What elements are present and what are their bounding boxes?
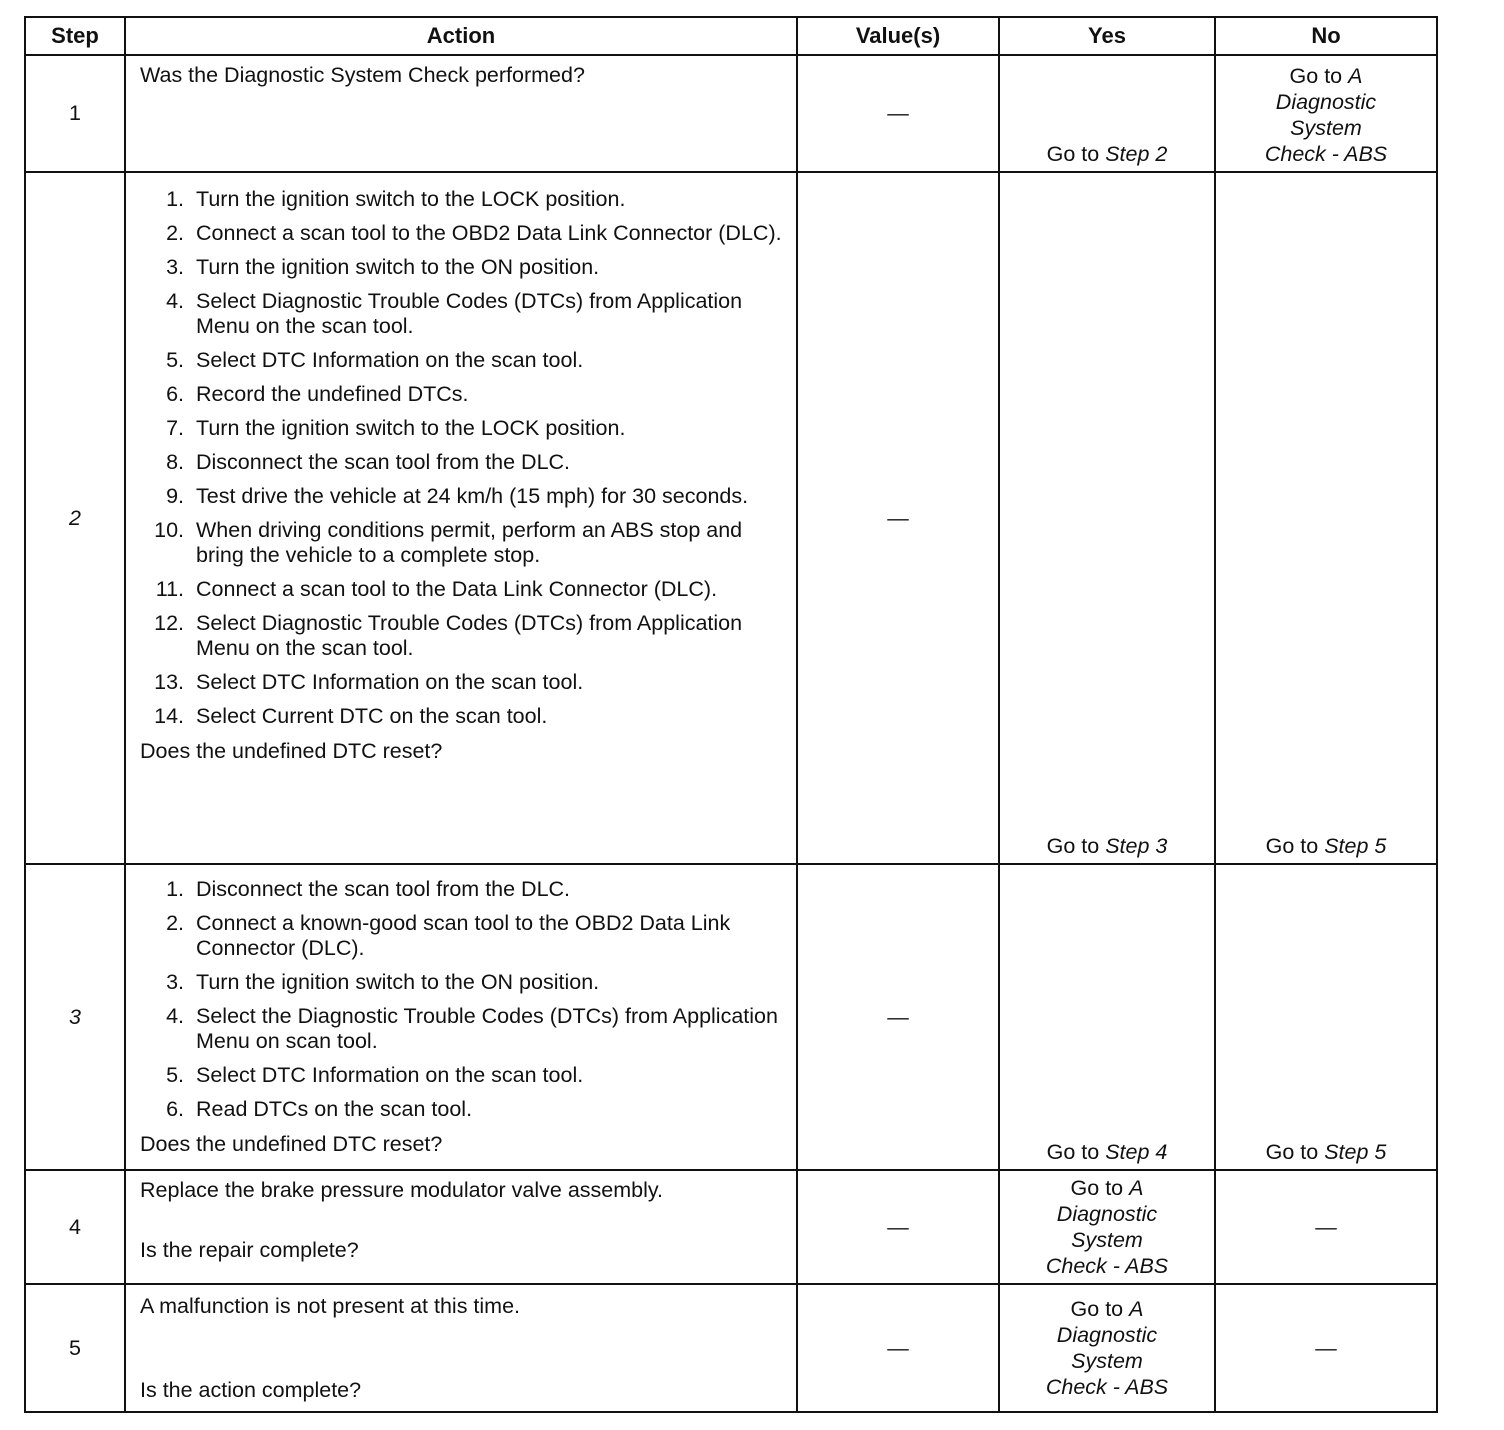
action-step-number: 2. bbox=[166, 221, 184, 245]
header-step: Step bbox=[25, 17, 125, 55]
action-cell bbox=[125, 864, 797, 1170]
goto-target-line: System bbox=[1071, 1349, 1143, 1373]
yes-cell bbox=[999, 1170, 1215, 1284]
step-number: 5 bbox=[25, 1284, 125, 1412]
action-step-number: 6. bbox=[166, 382, 184, 406]
action-step-item bbox=[140, 1063, 784, 1088]
action-step-item bbox=[140, 970, 784, 995]
action-step-text: Select Diagnostic Trouble Codes (DTCs) from Application Menu on the scan tool. bbox=[196, 289, 743, 338]
action-step-item bbox=[140, 911, 784, 961]
action-step-text: Connect a known-good scan tool to the OBD2 Data Link Connector (DLC). bbox=[196, 911, 731, 960]
action-step-text: Turn the ignition switch to the ON position. bbox=[196, 970, 600, 994]
action-question: Is the repair complete? bbox=[140, 1238, 359, 1262]
yes-cell bbox=[999, 172, 1215, 864]
goto-prefix: Go to bbox=[1289, 64, 1349, 88]
yes-goto bbox=[1000, 1175, 1214, 1279]
header-values: Value(s) bbox=[797, 17, 999, 55]
action-step-item bbox=[140, 187, 784, 212]
action-step-item bbox=[140, 221, 784, 246]
action-step-number: 9. bbox=[166, 484, 184, 508]
action-step-number: 8. bbox=[166, 450, 184, 474]
goto-prefix: Go to bbox=[1046, 1140, 1106, 1164]
action-step-text: Read DTCs on the scan tool. bbox=[196, 1097, 473, 1121]
action-step-text: Record the undefined DTCs. bbox=[196, 382, 469, 406]
no-cell bbox=[1215, 864, 1437, 1170]
action-step-number: 5. bbox=[166, 348, 184, 372]
value-cell: — bbox=[797, 1284, 999, 1412]
goto-target-line: Diagnostic bbox=[1056, 1202, 1158, 1226]
action-step-number: 1. bbox=[166, 877, 184, 901]
action-text: A malfunction is not present at this time. bbox=[140, 1294, 521, 1318]
goto-target: A bbox=[1348, 64, 1363, 88]
action-step-text: Select DTC Information on the scan tool. bbox=[196, 1063, 584, 1087]
action-step-text: Select DTC Information on the scan tool. bbox=[196, 670, 584, 694]
value-cell: — bbox=[797, 55, 999, 172]
action-step-number: 4. bbox=[166, 289, 184, 313]
action-step-text: Turn the ignition switch to the LOCK position. bbox=[196, 416, 626, 440]
table-row-step-5 bbox=[25, 1284, 1437, 1412]
goto-target: A bbox=[1129, 1297, 1144, 1321]
action-cell bbox=[125, 55, 797, 172]
goto-prefix: Go to bbox=[1265, 1140, 1325, 1164]
goto-target-line: Check - ABS bbox=[1045, 1375, 1169, 1399]
yes-cell bbox=[999, 1284, 1215, 1412]
step-number: 3 bbox=[25, 864, 125, 1170]
value-cell: — bbox=[797, 1170, 999, 1284]
goto-target: Step 3 bbox=[1105, 834, 1168, 858]
action-step-text: When driving conditions permit, perform an ABS stop and bring the vehicle to a complete stop. bbox=[196, 518, 743, 567]
action-question: Does the undefined DTC reset? bbox=[140, 739, 443, 763]
yes-goto bbox=[1000, 1139, 1214, 1165]
action-step-item bbox=[140, 450, 784, 475]
action-step-text: Connect a scan tool to the Data Link Connector (DLC). bbox=[196, 577, 718, 601]
goto-prefix: Go to bbox=[1070, 1176, 1130, 1200]
goto-target-line: System bbox=[1071, 1228, 1143, 1252]
action-step-item bbox=[140, 518, 784, 568]
action-cell bbox=[125, 1284, 797, 1412]
action-text: Replace the brake pressure modulator valve assembly. bbox=[140, 1178, 664, 1202]
action-step-item bbox=[140, 348, 784, 373]
goto-target: Step 5 bbox=[1324, 1140, 1387, 1164]
action-step-number: 6. bbox=[166, 1097, 184, 1121]
action-step-number: 13. bbox=[154, 670, 184, 694]
header-row bbox=[25, 17, 1437, 55]
step-number: 4 bbox=[25, 1170, 125, 1284]
action-step-item bbox=[140, 577, 784, 602]
action-step-item bbox=[140, 704, 784, 729]
action-step-number: 10. bbox=[154, 518, 184, 542]
goto-target: Step 5 bbox=[1324, 834, 1387, 858]
goto-target: Step 4 bbox=[1105, 1140, 1168, 1164]
table-row-step-1 bbox=[25, 55, 1437, 172]
action-step-item bbox=[140, 416, 784, 441]
action-step-number: 2. bbox=[166, 911, 184, 935]
action-step-text: Connect a scan tool to the OBD2 Data Link Connector (DLC). bbox=[196, 221, 782, 245]
action-step-item bbox=[140, 877, 784, 902]
action-step-item bbox=[140, 670, 784, 695]
yes-cell bbox=[999, 864, 1215, 1170]
yes-cell bbox=[999, 55, 1215, 172]
action-step-text: Select the Diagnostic Trouble Codes (DTCs) from Application Menu on scan tool. bbox=[196, 1004, 778, 1053]
action-step-text: Select DTC Information on the scan tool. bbox=[196, 348, 584, 372]
goto-prefix: Go to bbox=[1046, 142, 1106, 166]
action-step-text: Turn the ignition switch to the ON position. bbox=[196, 255, 600, 279]
goto-prefix: Go to bbox=[1046, 834, 1106, 858]
action-steps-list bbox=[140, 187, 784, 729]
table-row-step-4 bbox=[25, 1170, 1437, 1284]
goto-target-line: Diagnostic bbox=[1056, 1323, 1158, 1347]
action-step-text: Disconnect the scan tool from the DLC. bbox=[196, 877, 571, 901]
table-row-step-3 bbox=[25, 864, 1437, 1170]
no-goto bbox=[1216, 63, 1436, 167]
action-text: Was the Diagnostic System Check performed? bbox=[140, 63, 585, 87]
action-question: Does the undefined DTC reset? bbox=[140, 1132, 443, 1156]
action-step-item bbox=[140, 1004, 784, 1054]
goto-target-line: Check - ABS bbox=[1045, 1254, 1169, 1278]
yes-goto bbox=[1000, 1296, 1214, 1400]
goto-target-line: System bbox=[1290, 116, 1362, 140]
yes-goto bbox=[1000, 141, 1214, 167]
action-question: Is the action complete? bbox=[140, 1378, 362, 1402]
action-step-number: 12. bbox=[154, 611, 184, 635]
action-step-number: 7. bbox=[166, 416, 184, 440]
action-steps-list bbox=[140, 877, 784, 1122]
table-row-step-2 bbox=[25, 172, 1437, 864]
yes-goto bbox=[1000, 833, 1214, 859]
value-cell: — bbox=[797, 864, 999, 1170]
action-step-text: Test drive the vehicle at 24 km/h (15 mph) for 30 seconds. bbox=[196, 484, 749, 508]
action-step-text: Select Current DTC on the scan tool. bbox=[196, 704, 548, 728]
action-step-number: 4. bbox=[166, 1004, 184, 1028]
action-step-item bbox=[140, 484, 784, 509]
no-cell bbox=[1215, 172, 1437, 864]
step-number: 1 bbox=[25, 55, 125, 172]
no-goto bbox=[1216, 833, 1436, 859]
action-step-number: 11. bbox=[155, 577, 184, 601]
goto-prefix: Go to bbox=[1070, 1297, 1130, 1321]
header-yes: Yes bbox=[999, 17, 1215, 55]
goto-target-line: Diagnostic bbox=[1275, 90, 1377, 114]
action-cell bbox=[125, 1170, 797, 1284]
no-goto bbox=[1216, 1139, 1436, 1165]
header-action: Action bbox=[125, 17, 797, 55]
goto-prefix: Go to bbox=[1265, 834, 1325, 858]
action-step-number: 14. bbox=[154, 704, 184, 728]
action-step-item bbox=[140, 611, 784, 661]
action-step-item bbox=[140, 255, 784, 280]
action-step-text: Turn the ignition switch to the LOCK position. bbox=[196, 187, 626, 211]
goto-target: A bbox=[1129, 1176, 1144, 1200]
header-no: No bbox=[1215, 17, 1437, 55]
no-cell: — bbox=[1215, 1284, 1437, 1412]
goto-target: Step 2 bbox=[1105, 142, 1168, 166]
action-step-number: 5. bbox=[166, 1063, 184, 1087]
action-step-number: 3. bbox=[166, 255, 184, 279]
no-cell bbox=[1215, 55, 1437, 172]
action-step-item bbox=[140, 289, 784, 339]
action-step-text: Disconnect the scan tool from the DLC. bbox=[196, 450, 571, 474]
no-cell: — bbox=[1215, 1170, 1437, 1284]
action-step-text: Select Diagnostic Trouble Codes (DTCs) from Application Menu on the scan tool. bbox=[196, 611, 743, 660]
action-cell bbox=[125, 172, 797, 864]
value-cell: — bbox=[797, 172, 999, 864]
action-step-number: 1. bbox=[166, 187, 184, 211]
action-step-item bbox=[140, 382, 784, 407]
action-step-item bbox=[140, 1097, 784, 1122]
goto-target-line: Check - ABS bbox=[1264, 142, 1388, 166]
step-number: 2 bbox=[25, 172, 125, 864]
action-step-number: 3. bbox=[166, 970, 184, 994]
diagnostic-table bbox=[24, 16, 1438, 1413]
